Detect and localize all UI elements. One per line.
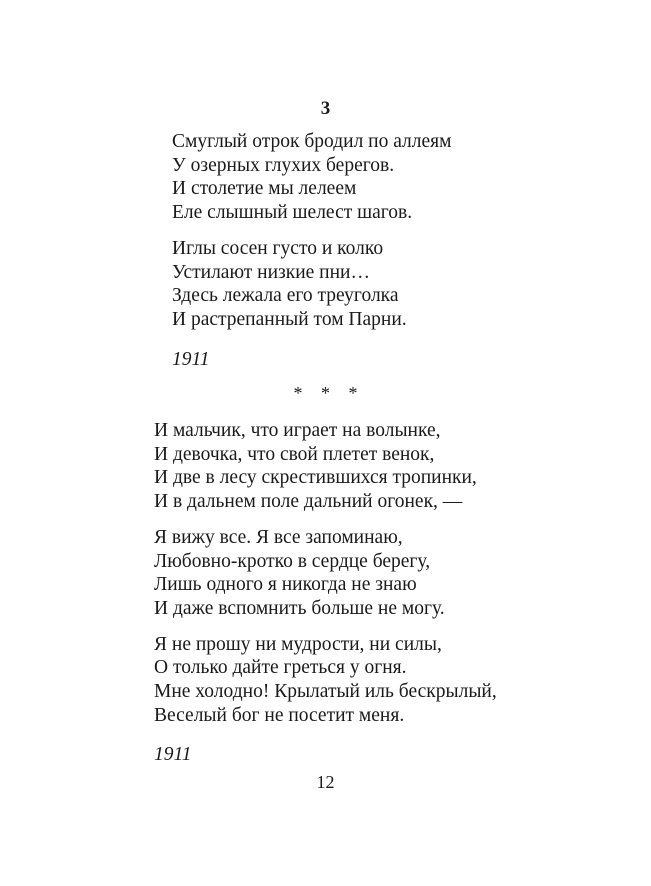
poem-date: 1911: [154, 744, 192, 766]
verse-line: Любовно-кротко в сердце берегу,: [154, 550, 431, 572]
stanza: [154, 419, 497, 514]
poem-1: [172, 130, 451, 371]
verse-line: О только дайте греться у огня.: [154, 657, 407, 679]
stanza: [172, 130, 451, 225]
stanza: [154, 633, 497, 728]
asterisk: *: [321, 383, 330, 403]
verse-line: И девочка, что свой плетет венок,: [154, 443, 435, 465]
verse-line: Лишь одного я никогда не знаю: [154, 574, 417, 596]
page-number: 12: [316, 772, 335, 792]
verse-line: И мальчик, что играет на волынке,: [154, 420, 441, 441]
verse-line: И даже вспомнить больше не могу.: [154, 597, 445, 619]
section-number: 3: [320, 98, 331, 119]
verse-line: Еле слышный шелест шагов.: [172, 202, 413, 224]
verse-line: У озерных глухих берегов.: [172, 154, 395, 176]
verse-line: И растрепанный том Парни.: [172, 308, 407, 330]
stanza: [154, 526, 497, 621]
section-separator: [0, 382, 651, 404]
verse-line: И в дальнем поле дальний огонек, —: [154, 491, 463, 513]
verse-line: Смуглый отрок бродил по аллеям: [172, 131, 452, 152]
verse-line: Веселый бог не посетит меня.: [154, 704, 405, 726]
verse-line: Устилают низкие пни…: [172, 261, 370, 283]
verse-line: Иглы сосен густо и колко: [172, 237, 384, 259]
verse-line: И две в лесу скрестившихся тропинки,: [154, 467, 477, 489]
verse-line: И столетие мы лелеем: [172, 178, 357, 200]
stanza: [172, 237, 451, 332]
asterisk: *: [293, 383, 303, 403]
poem-2: [154, 419, 497, 766]
poem-date: 1911: [172, 348, 210, 370]
verse-line: Я вижу все. Я все запоминаю,: [154, 526, 403, 548]
verse-line: Мне холодно! Крылатый иль бескрылый,: [154, 681, 497, 703]
verse-line: Я не прошу ни мудрости, ни силы,: [154, 633, 442, 655]
asterisk: *: [348, 383, 358, 403]
verse-line: Здесь лежала его треуголка: [172, 285, 399, 307]
